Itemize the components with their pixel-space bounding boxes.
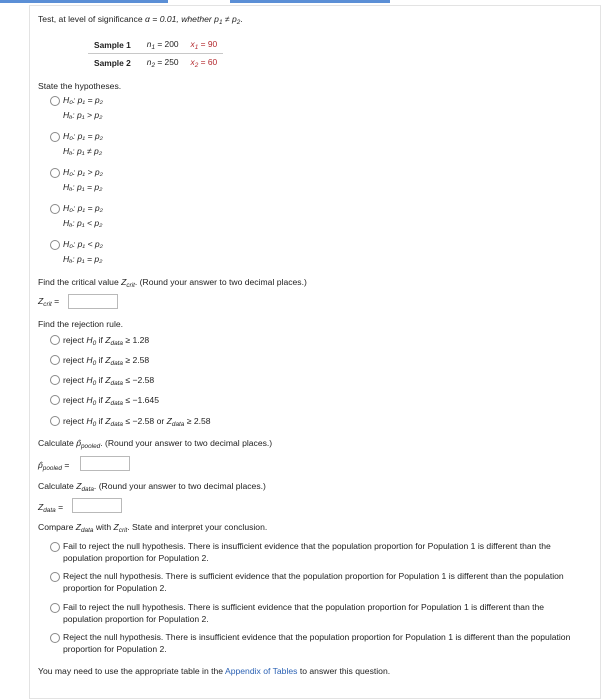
z-data-label: $Z_{data}$ =	[38, 502, 64, 514]
pooled-prompt: Calculate $p̂_{pooled}$. (Round your answer to two decimal places.)	[38, 438, 273, 450]
rejection-radio-1[interactable]	[50, 335, 60, 345]
rejection-radio-4[interactable]	[50, 395, 60, 405]
z-crit-label: $Z_{crit}$ =	[38, 296, 60, 308]
hypothesis-ha-3: Hₐ: p₁ = p₂	[63, 182, 103, 192]
rejection-option-2: reject $H_0$ if $Z_{data} \ge 2.58$	[63, 355, 150, 367]
hypothesis-radio-3[interactable]	[50, 168, 60, 178]
hypothesis-h0-1: H₀: p₁ = p₂	[63, 95, 103, 105]
question-text: Test, at level of significance α = 0.01, whether $p_1 \ne p_2$.	[38, 14, 243, 26]
hypotheses-prompt: State the hypotheses.	[38, 81, 122, 91]
question-frame	[29, 5, 601, 699]
hypothesis-ha-2: Hₐ: p₁ ≠ p₂	[63, 146, 103, 156]
conclusion-option-4: Reject the null hypothesis. There is insufficient evidence that the population proportion for Population 1 is different than the population proportion for Population 2.	[63, 632, 571, 654]
hypothesis-ha-4: Hₐ: p₁ < p₂	[63, 218, 103, 228]
hypothesis-radio-2[interactable]	[50, 132, 60, 142]
rejection-radio-2[interactable]	[50, 355, 60, 365]
conclusion-radio-2[interactable]	[50, 572, 60, 582]
conclusion-option-3: Fail to reject the null hypothesis. There is sufficient evidence that the population proportion for Population 1 is different than the population proportion for Population 2.	[63, 602, 545, 624]
table-row: Sample 2 $n_2 = 250$ $x_2 = 60$	[88, 54, 223, 72]
hypothesis-radio-1[interactable]	[50, 96, 60, 106]
conclusion-radio-3[interactable]	[50, 603, 60, 613]
rejection-radio-3[interactable]	[50, 375, 60, 385]
rejection-prompt: Find the rejection rule.	[38, 319, 124, 329]
rejection-radio-5[interactable]	[50, 416, 60, 426]
x1-cell: $x_1 = 90$	[185, 36, 224, 54]
conclusion-radio-1[interactable]	[50, 542, 60, 552]
rejection-option-1: reject $H_0$ if $Z_{data} \ge 1.28$	[63, 335, 150, 347]
critical-prompt: Find the critical value $Z_{crit}$. (Round your answer to two decimal places.)	[38, 277, 307, 289]
z-crit-input[interactable]	[68, 294, 118, 309]
top-accent-bar	[0, 0, 168, 3]
hypothesis-ha-5: Hₐ: p₁ = p₂	[63, 254, 103, 264]
conclusion-option-1: Fail to reject the null hypothesis. There is insufficient evidence that the population proportion for Population 1 is different than the population proportion for Population 2.	[63, 541, 551, 563]
hypothesis-radio-5[interactable]	[50, 240, 60, 250]
rejection-option-5: reject $H_0$ if $Z_{data} \le -2.58$ or $Z_{data} \ge 2.58$	[63, 416, 211, 428]
table-row: Sample 1 $n_1 = 200$ $x_1 = 90$	[88, 36, 223, 54]
sample-table	[88, 36, 223, 71]
hypothesis-h0-2: H₀: p₁ = p₂	[63, 131, 103, 141]
zdata-prompt: Calculate $Z_{data}$. (Round your answer to two decimal places.)	[38, 481, 266, 493]
pooled-label: $p̂_{pooled}$ =	[38, 460, 70, 472]
conclusion-radio-4[interactable]	[50, 633, 60, 643]
rejection-option-3: reject $H_0$ if $Z_{data} \le -2.58$	[63, 375, 155, 387]
footer-note: You may need to use the appropriate table in the Appendix of Tables to answer this question.	[38, 666, 391, 676]
appendix-link[interactable]: Appendix of Tables	[224, 666, 298, 676]
hypothesis-radio-4[interactable]	[50, 204, 60, 214]
hypothesis-ha-1: Hₐ: p₁ > p₂	[63, 110, 103, 120]
top-accent-bar-2	[230, 0, 390, 3]
hypothesis-h0-4: H₀: p₁ = p₂	[63, 203, 103, 213]
hypothesis-h0-3: H₀: p₁ > p₂	[63, 167, 103, 177]
hypothesis-h0-5: H₀: p₁ < p₂	[63, 239, 103, 249]
z-data-input[interactable]	[72, 498, 122, 513]
p-pooled-input[interactable]	[80, 456, 130, 471]
conclusion-option-2: Reject the null hypothesis. There is sufficient evidence that the population proportion for Population 1 is different than the population proportion for Population 2.	[63, 571, 564, 593]
n1-cell: $n_1 = 200$	[141, 36, 185, 54]
x2-cell: $x_2 = 60$	[190, 56, 218, 69]
n2-cell: $n_2 = 250$	[146, 56, 179, 69]
rejection-option-4: reject $H_0$ if $Z_{data} \le -1.645$	[63, 395, 159, 407]
compare-prompt: Compare $Z_{data}$ with $Z_{crit}$. State and interpret your conclusion.	[38, 522, 268, 534]
